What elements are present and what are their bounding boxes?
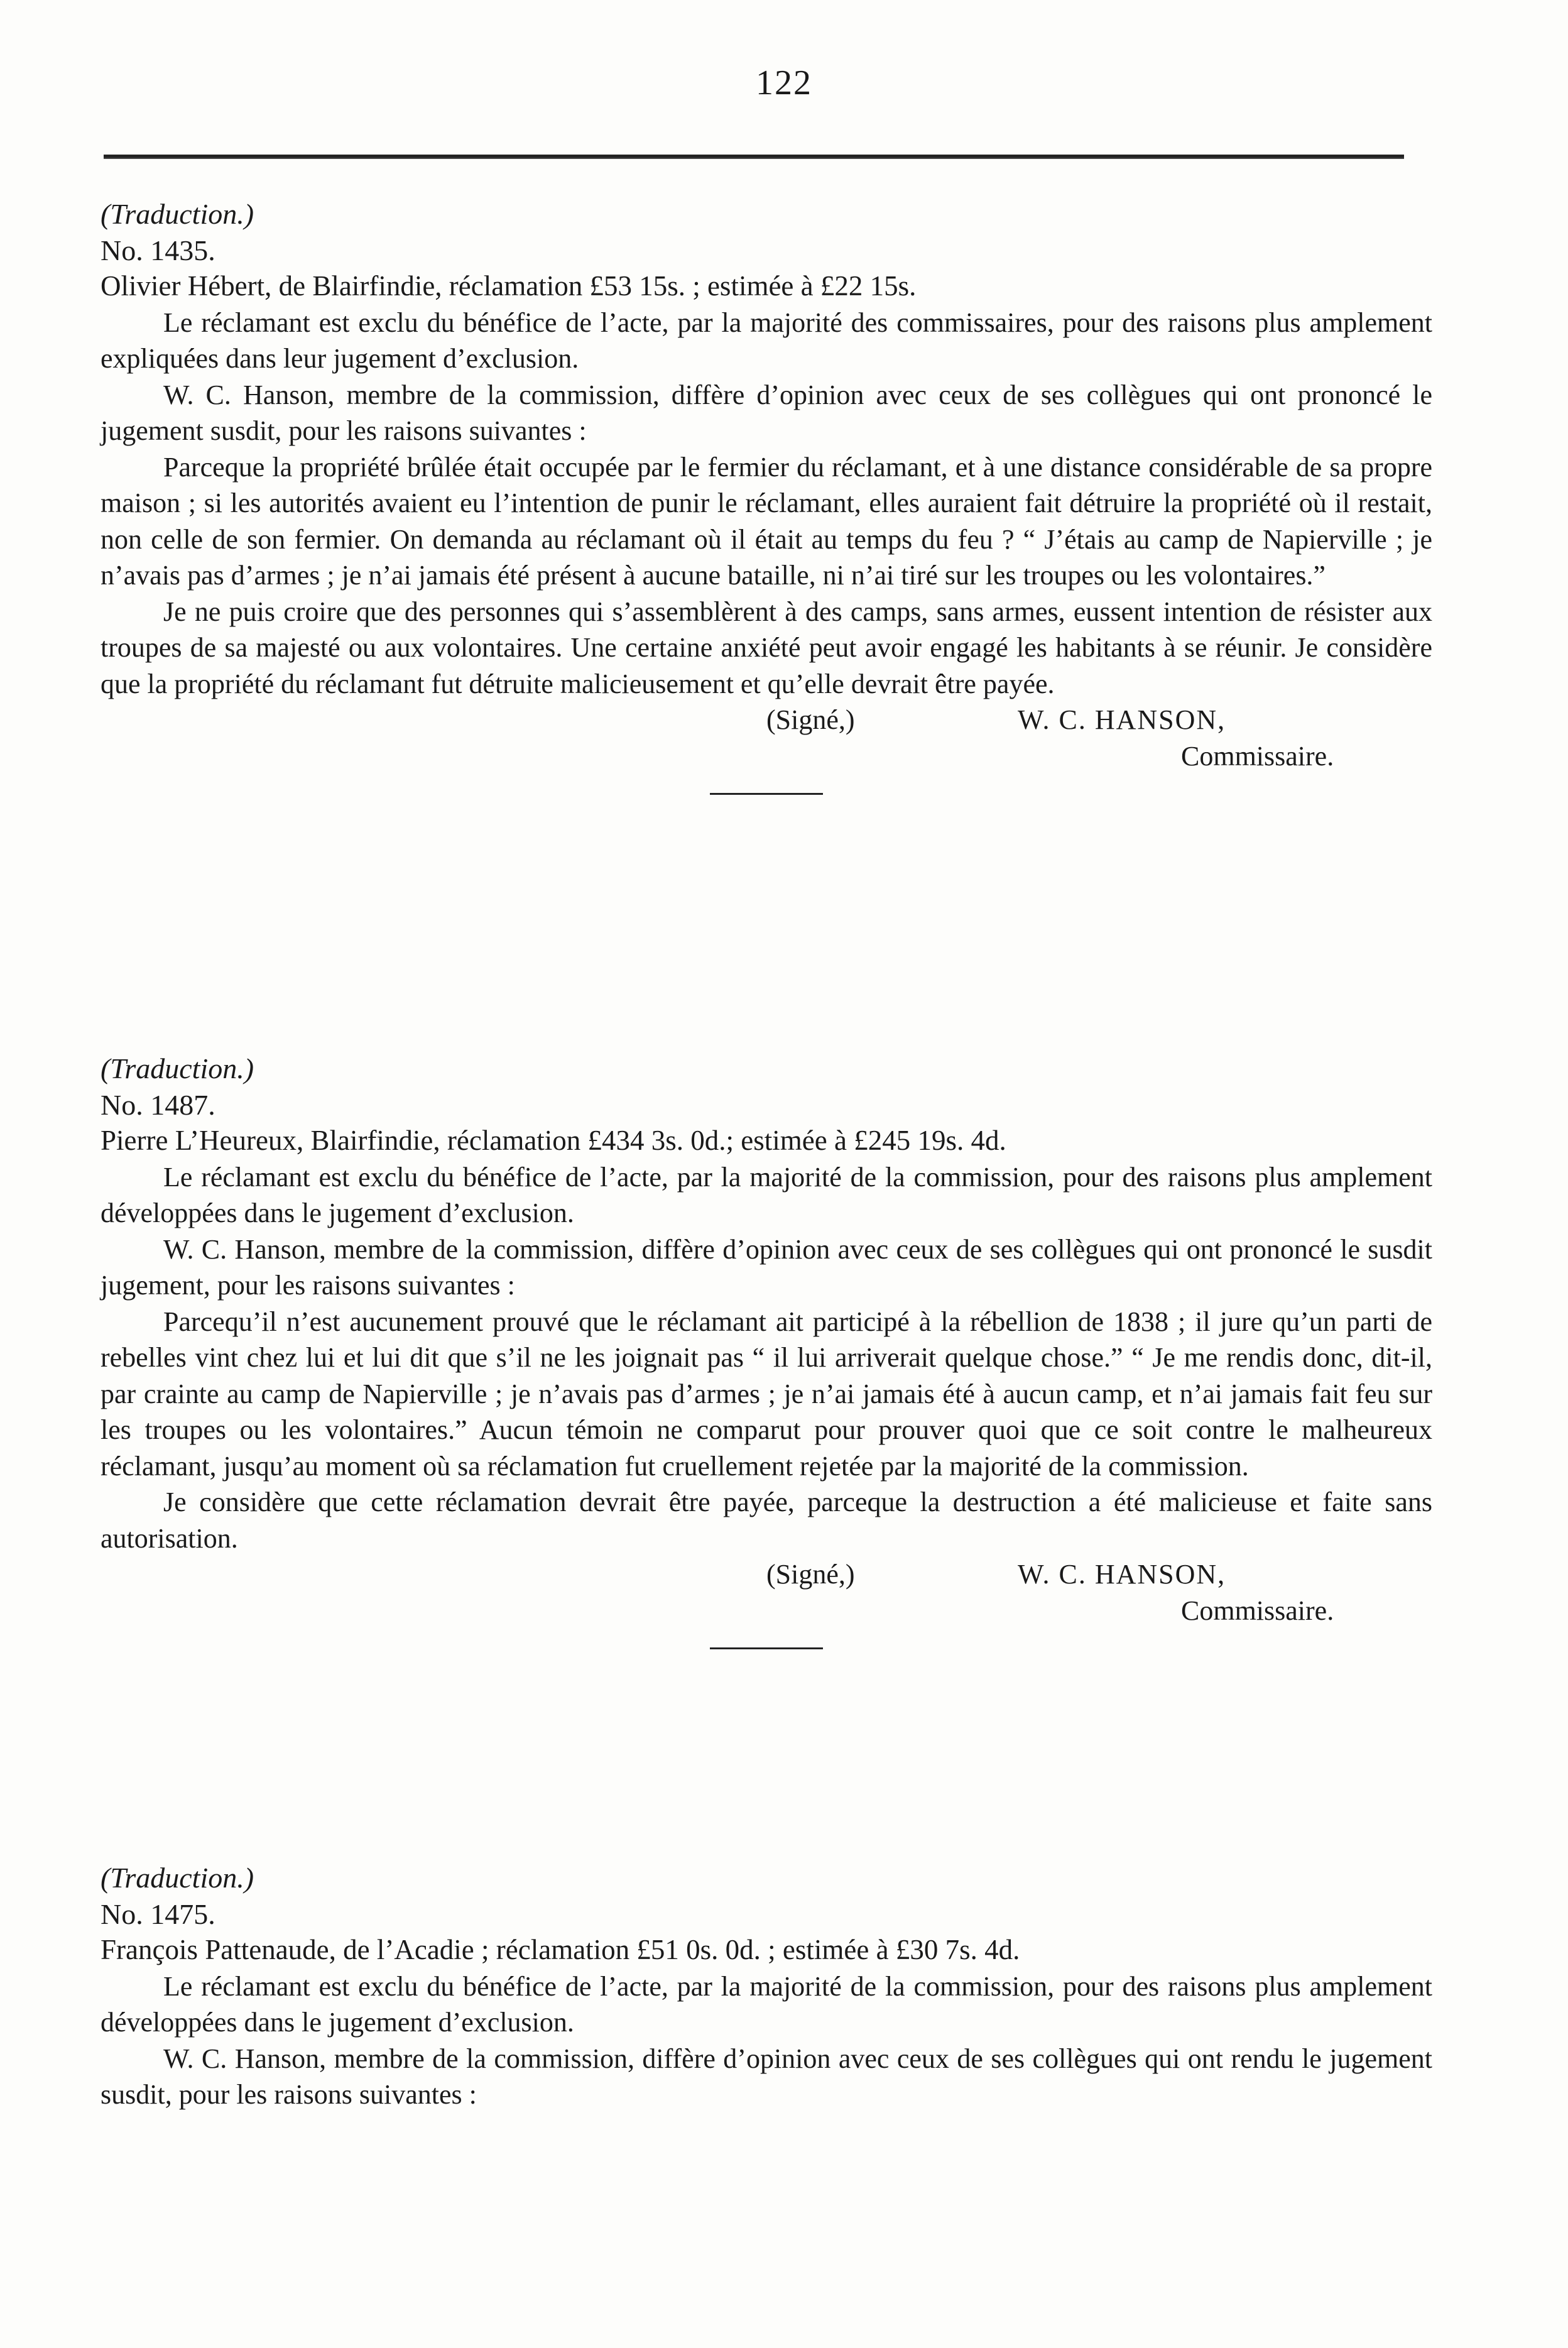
paragraph: Le réclamant est exclu du bénéfice de l’acte, par la majorité de la commission, pour des raisons plus amplement développées dans le jugement d’exclusion. (101, 1161, 1432, 1228)
section-heading: (Traduction.) (101, 1862, 254, 1894)
signer-title: Commissaire. (1181, 740, 1334, 772)
claim-section-1435 (101, 196, 1432, 795)
signed-label: (Signé,) (766, 704, 855, 735)
paragraph: Je ne puis croire que des personnes qui s’assemblèrent à des camps, sans armes, eussent intention de résister aux troupes de sa majesté ou aux volontaires. Une certaine anxiété peut avoir engagé les habitants à se réunir. Je considère que la propriété du réclamant fut détruite malicieusement et qu’elle devrait être payée. (101, 596, 1432, 699)
signer-title: Commissaire. (1181, 1595, 1334, 1626)
signature-block (101, 702, 1432, 774)
paragraph: Le réclamant est exclu du bénéfice de l’acte, par la majorité des commissaires, pour des raisons plus amplement expliquées dans leur jugement d’exclusion. (101, 307, 1432, 374)
claim-number: No. 1475. (101, 1898, 215, 1930)
claim-section-1475 (101, 1860, 1432, 2113)
signer-name: W. C. HANSON, (1018, 704, 1226, 735)
section-divider (710, 1647, 823, 1649)
paragraph: W. C. Hanson, membre de la commission, diffère d’opinion avec ceux de ses collègues qui ont prononcé le susdit jugement, pour les raisons suivantes : (101, 1233, 1432, 1301)
paragraph: Je considère que cette réclamation devrait être payée, parceque la destruction a été malicieuse et faite sans autorisation. (101, 1487, 1432, 1554)
page-number: 122 (756, 63, 812, 102)
paragraph: W. C. Hanson, membre de la commission, diffère d’opinion avec ceux de ses collègues qui ont prononcé le jugement susdit, pour les raisons suivantes : (101, 379, 1432, 446)
claim-number: No. 1487. (101, 1088, 215, 1121)
claim-summary: Pierre L’Heureux, Blairfindie, réclamation £434 3s. 0d.; estimée à £245 19s. 4d. (101, 1125, 1006, 1156)
claim-summary: François Pattenaude, de l’Acadie ; réclamation £51 0s. 0d. ; estimée à £30 7s. 4d. (101, 1934, 1020, 1965)
claim-section-1487 (101, 1051, 1432, 1649)
section-heading: (Traduction.) (101, 1052, 254, 1084)
paragraph: W. C. Hanson, membre de la commission, diffère d’opinion avec ceux de ses collègues qui ont rendu le jugement susdit, pour les raisons suivantes : (101, 2043, 1432, 2110)
paragraph: Parcequ’il n’est aucunement prouvé que le réclamant ait participé à la rébellion de 1838 ; il jure qu’un parti de rebelles vint chez lui et lui dit que s’il ne les joignait pas “ il lui arriverait quelque chose.” “ Je me rendis donc, dit-il, par crainte au camp de Napierville ; je n’avais pas d’armes ; je n’ai jamais été à aucun camp, et n’ai jamais fait feu sur les troupes ou les volontaires.” Aucun témoin ne comparut pour prouver quoi que ce soit contre le malheureux réclamant, jusqu’au moment où sa réclamation fut cruellement rejetée par la majorité de la commission. (101, 1306, 1432, 1482)
claim-number: No. 1435. (101, 234, 215, 266)
paragraph: Parceque la propriété brûlée était occupée par le fermier du réclamant, et à une distance considérable de sa propre maison ; si les autorités avaient eu l’intention de punir le réclamant, elles auraient fait détruire la propriété où il restait, non celle de son fermier. On demanda au réclamant où il était au temps du feu ? “ J’étais au camp de Napierville ; je n’avais pas d’armes ; je n’ai jamais été présent à aucune bataille, ni n’ai tiré sur les troupes ou les volontaires.” (101, 451, 1432, 591)
signer-name: W. C. HANSON, (1018, 1559, 1226, 1590)
signed-label: (Signé,) (766, 1559, 855, 1590)
section-heading: (Traduction.) (101, 198, 254, 230)
header-rule (104, 155, 1404, 159)
signature-block (101, 1556, 1432, 1629)
section-divider (710, 793, 823, 795)
paragraph: Le réclamant est exclu du bénéfice de l’acte, par la majorité de la commission, pour des raisons plus amplement développées dans le jugement d’exclusion. (101, 1970, 1432, 2038)
claim-summary: Olivier Hébert, de Blairfindie, réclamation £53 15s. ; estimée à £22 15s. (101, 270, 917, 302)
